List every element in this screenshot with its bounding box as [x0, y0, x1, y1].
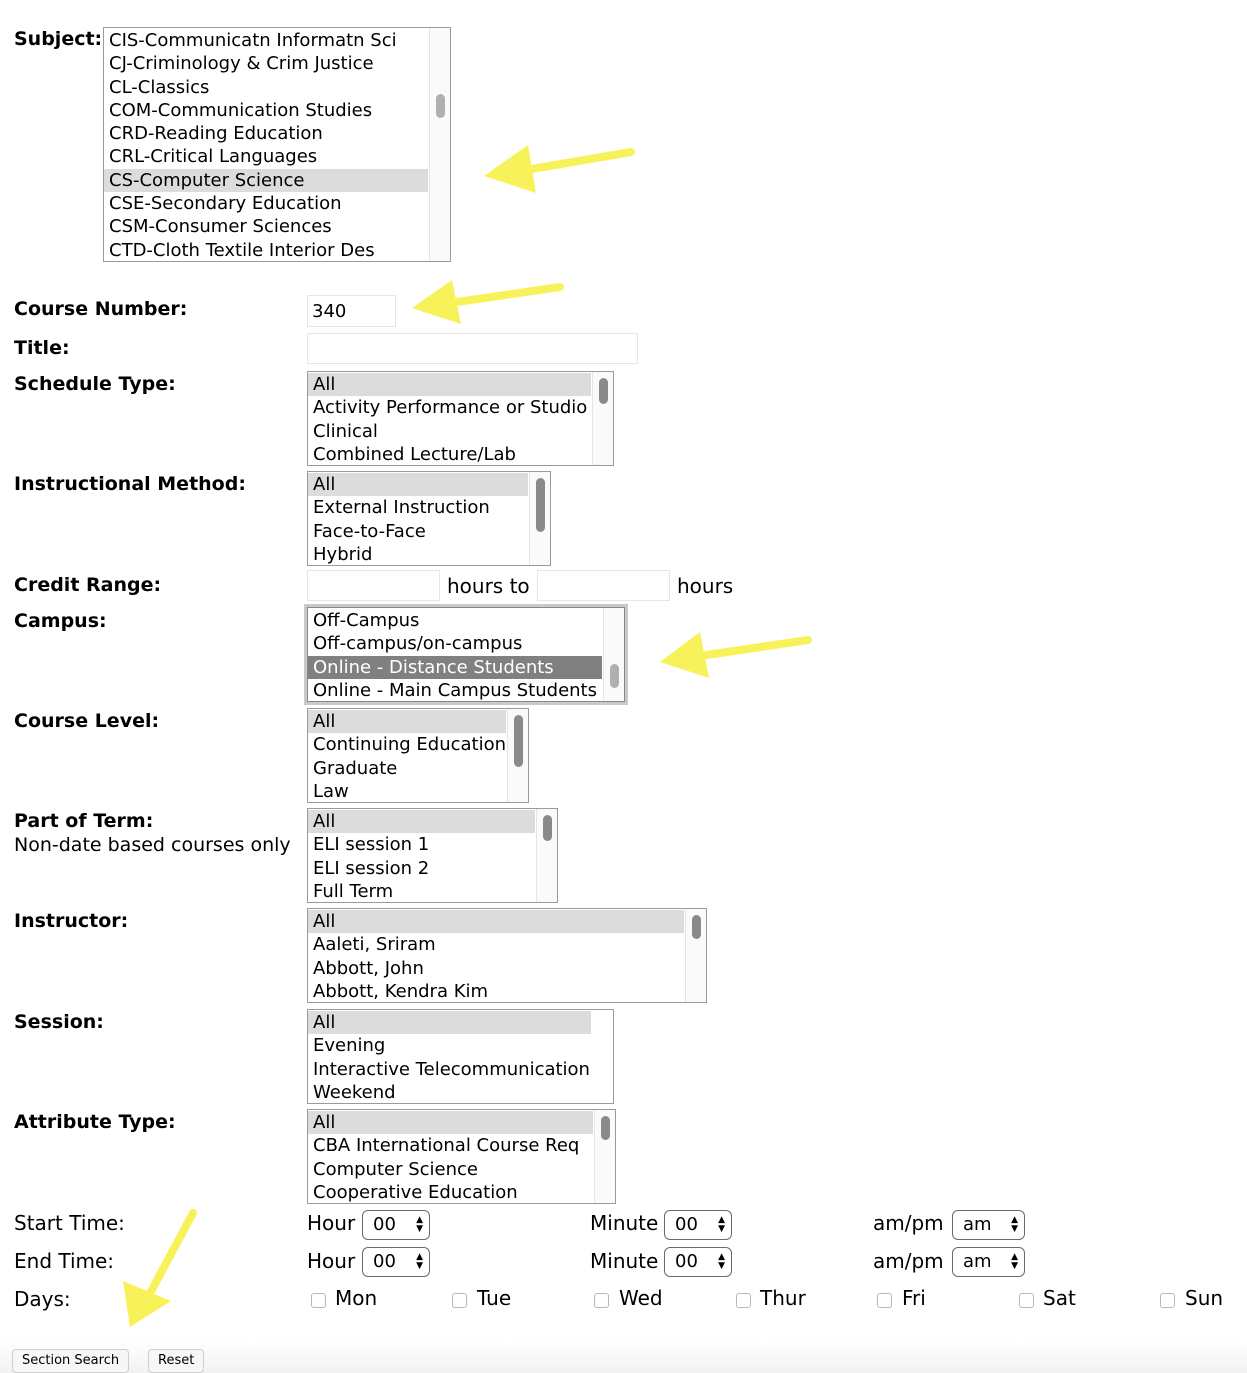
part-of-term-label: Part of Term: [14, 810, 154, 832]
list-item[interactable]: Off-campus/on-campus [313, 633, 523, 655]
end-ampm-label: am/pm [873, 1249, 944, 1273]
start-ampm-value: am [963, 1214, 992, 1235]
list-item[interactable]: Continuing Education [313, 734, 507, 756]
title-label: Title: [14, 337, 70, 359]
start-minute-value: 00 [675, 1214, 698, 1235]
arrow-search-button-icon [123, 1213, 193, 1327]
list-item[interactable]: Abbott, Kendra Kim [313, 980, 489, 1002]
stepper-arrows-icon: ▲ ▼ [416, 1215, 423, 1234]
list-item-selected[interactable]: All [308, 373, 591, 396]
arrow-subject-icon [484, 145, 631, 193]
start-hour-value: 00 [373, 1214, 396, 1235]
list-item[interactable]: CJ-Criminology & Crim Justice [109, 53, 374, 75]
day-label-fri: Fri [902, 1286, 926, 1310]
end-minute-label: Minute [590, 1249, 659, 1273]
list-item[interactable]: CSM-Consumer Sciences [109, 216, 332, 238]
day-label-mon: Mon [335, 1286, 378, 1310]
list-item[interactable]: Full Term [313, 880, 394, 902]
list-item-selected[interactable]: All [308, 910, 684, 933]
instructional-method-label: Instructional Method: [14, 473, 246, 495]
list-item[interactable]: Interactive Telecommunication [313, 1058, 590, 1080]
list-item[interactable]: Combined Lecture/Lab [313, 443, 516, 465]
list-item[interactable]: Aaleti, Sriram [313, 934, 436, 956]
list-item-selected[interactable]: All [308, 1011, 591, 1034]
attribute-type-label: Attribute Type: [14, 1111, 176, 1133]
subject-label: Subject: [14, 28, 103, 50]
start-hour-label: Hour [307, 1211, 356, 1235]
start-ampm-label: am/pm [873, 1211, 944, 1235]
arrow-course-number-icon [412, 280, 560, 324]
list-item[interactable]: CRL-Critical Languages [109, 146, 318, 168]
stepper-arrows-icon: ▲ ▼ [1011, 1252, 1018, 1271]
end-ampm-value: am [963, 1251, 992, 1272]
day-label-tue: Tue [477, 1286, 512, 1310]
list-item[interactable]: Law [313, 780, 349, 802]
list-item[interactable]: ELI session 1 [313, 834, 430, 856]
days-label: Days: [14, 1287, 71, 1311]
list-item[interactable]: Clinical [313, 420, 378, 442]
stepper-arrows-icon: ▲ ▼ [718, 1215, 725, 1234]
list-item[interactable]: Evening [313, 1035, 386, 1057]
list-item[interactable]: External Instruction [313, 497, 490, 519]
day-label-sat: Sat [1043, 1286, 1076, 1310]
course-number-label: Course Number: [14, 298, 188, 320]
list-item[interactable]: ELI session 2 [313, 857, 430, 879]
course-level-label: Course Level: [14, 710, 160, 732]
day-label-sun: Sun [1185, 1286, 1224, 1310]
session-label: Session: [14, 1011, 104, 1033]
hours-to-text: hours to [447, 574, 530, 598]
list-item[interactable]: CIS-Communicatn Informatn Sci [109, 30, 397, 51]
list-item[interactable]: CRD-Reading Education [109, 123, 323, 145]
list-item[interactable]: Off-Campus [313, 610, 420, 631]
list-item[interactable]: Online - Main Campus Students [313, 679, 597, 701]
section-search-button[interactable]: Section Search [12, 1349, 129, 1373]
list-item[interactable]: CTD-Cloth Textile Interior Des [109, 239, 375, 261]
start-time-label: Start Time: [14, 1211, 125, 1235]
campus-label: Campus: [14, 610, 107, 632]
list-item[interactable]: COM-Communication Studies [109, 99, 373, 121]
stepper-arrows-icon: ▲ ▼ [416, 1252, 423, 1271]
stepper-arrows-icon: ▲ ▼ [1011, 1215, 1018, 1234]
list-item-selected[interactable]: All [308, 710, 506, 733]
list-item[interactable]: Hybrid [313, 543, 373, 565]
list-item[interactable]: CBA International Course Req [313, 1135, 580, 1157]
reset-button[interactable]: Reset [148, 1349, 204, 1373]
list-item[interactable]: CL-Classics [109, 76, 210, 98]
list-item[interactable]: Graduate [313, 757, 398, 779]
end-minute-value: 00 [675, 1251, 698, 1272]
day-label-wed: Wed [619, 1286, 663, 1310]
credit-range-label: Credit Range: [14, 574, 162, 596]
end-hour-label: Hour [307, 1249, 356, 1273]
list-item-selected[interactable]: CS-Computer Science [104, 169, 428, 192]
part-of-term-sublabel: Non-date based courses only [14, 834, 291, 856]
stepper-arrows-icon: ▲ ▼ [718, 1252, 725, 1271]
end-time-label: End Time: [14, 1249, 115, 1273]
list-item-selected[interactable]: Online - Distance Students [308, 656, 602, 679]
list-item[interactable]: Weekend [313, 1081, 396, 1103]
start-minute-label: Minute [590, 1211, 659, 1235]
arrow-campus-icon [660, 632, 808, 678]
list-item[interactable]: Face-to-Face [313, 520, 426, 542]
list-item-selected[interactable]: All [308, 473, 528, 496]
day-label-thur: Thur [760, 1286, 806, 1310]
list-item-selected[interactable]: All [308, 1111, 593, 1134]
hours-text: hours [677, 574, 734, 598]
list-item[interactable]: CSE-Secondary Education [109, 193, 342, 215]
list-item-selected[interactable]: All [308, 810, 535, 833]
schedule-type-label: Schedule Type: [14, 373, 176, 395]
list-item[interactable]: Abbott, John [313, 957, 424, 979]
list-item[interactable]: Cooperative Education [313, 1181, 518, 1203]
end-hour-value: 00 [373, 1251, 396, 1272]
instructor-label: Instructor: [14, 910, 129, 932]
list-item[interactable]: Computer Science [313, 1158, 478, 1180]
list-item[interactable]: Activity Performance or Studio [313, 397, 588, 419]
